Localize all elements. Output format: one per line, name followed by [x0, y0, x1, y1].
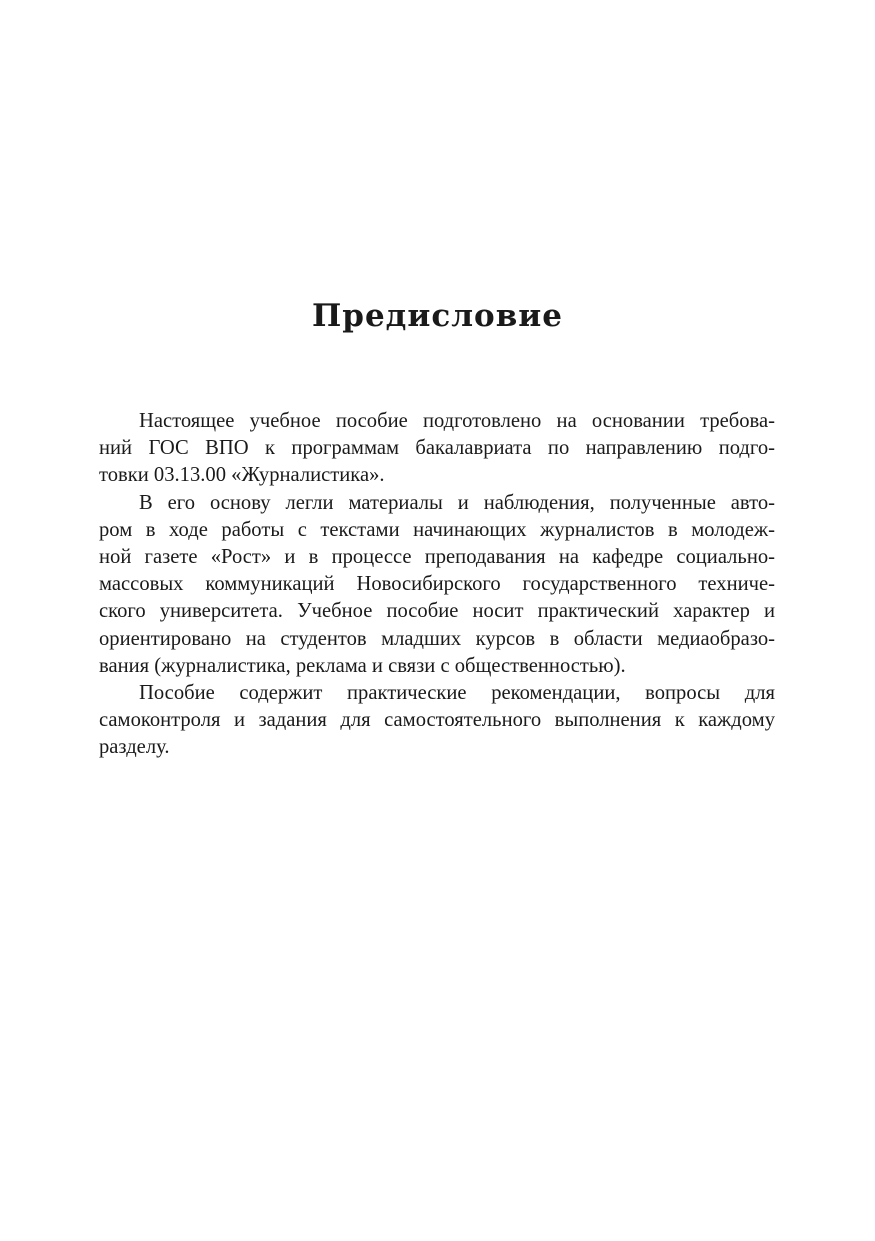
text-line: ной газете «Рост» и в процессе преподавания на кафедре социально- — [99, 545, 775, 568]
preface-body — [99, 408, 775, 761]
text-line: ром в ходе работы с текстами начинающих журналистов в молодеж- — [99, 518, 775, 541]
text-line: В его основу легли материалы и наблюдения, полученные авто- — [139, 491, 775, 514]
text-line: массовых коммуникаций Новосибирского государственного техниче- — [99, 573, 775, 596]
text-line: Пособие содержит практические рекомендации, вопросы для — [139, 681, 775, 704]
text-line: разделу. — [99, 736, 170, 759]
text-line: Настоящее учебное пособие подготовлено на основании требова- — [139, 410, 775, 432]
text-line: ского университета. Учебное пособие носит практический характер и — [99, 600, 775, 623]
paragraph-2 — [99, 490, 775, 680]
text-line: ний ГОС ВПО к программам бакалавриата по направлению подго- — [99, 437, 775, 460]
text-line: вания (журналистика, реклама и связи с общественностью). — [99, 654, 626, 677]
text-line: ориентировано на студентов младших курсов в области медиаобразо- — [99, 627, 775, 650]
page-title: Предисловие — [312, 298, 563, 334]
text-line: товки 03.13.00 «Журналистика». — [99, 464, 385, 487]
paragraph-3 — [99, 680, 775, 762]
text-line: самоконтроля и задания для самостоятельного выполнения к каждому — [99, 709, 775, 732]
paragraph-1 — [99, 408, 775, 490]
